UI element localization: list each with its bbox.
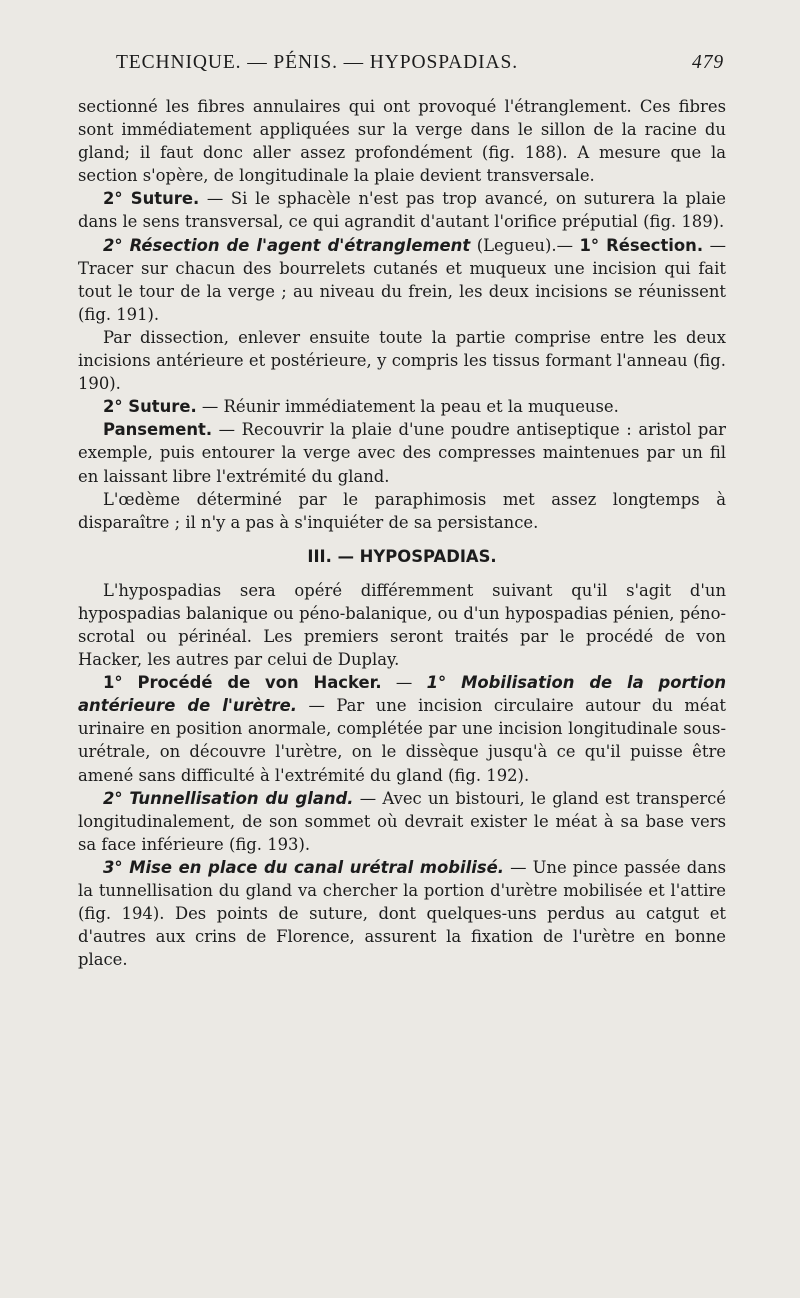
paragraph-mise-en-place: 3° Mise en place du canal urétral mobilisé. — Une pince passée dans la tunnellisation du gland va chercher la portion d'urètre mobilisée et l'attire (fig. 194). Des points de suture, dont quelques-uns perdus au catgut et d'autres aux crins de Florence, assurent la fixation de l'urètre en bonne place. (78, 857, 726, 970)
running-head: TECHNIQUE. — PÉNIS. — HYPOSPADIAS. (116, 52, 519, 73)
paragraph-tunnellisation: 2° Tunnellisation du gland. — Avec un bistouri, le gland est transpercé longitudinalement, de son sommet où devrait exister le méat à sa base vers sa face inférieure (fig. 193). (78, 788, 727, 854)
paragraph-pansement: Pansement. — Recouvrir la plaie d'une poudre antiseptique : aristol par exemple, puis entourer la verge avec des compresses maintenues par un fil en laissant libre l'extrémité du gland. (78, 420, 726, 486)
paragraph-suture-2: 2° Suture. — Réunir immédiatement la peau et la muqueuse. (103, 397, 619, 417)
book-page (78, 52, 726, 971)
section-title: III. — HYPOSPADIAS. (307, 546, 497, 566)
heading-resection-agent: 2° Résection de l'agent d'étranglement (103, 235, 471, 255)
heading-suture-2: 2° Suture. (103, 397, 197, 417)
heading-suture: 2° Suture. (103, 189, 200, 209)
page-body (78, 95, 726, 971)
heading-resection: 1° Résection. (579, 235, 704, 255)
heading-von-hacker: 1° Procédé de von Hacker. (103, 673, 382, 693)
paragraph-continuation: sectionné les fibres annulaires qui ont provoqué l'étranglement. Ces fibres sont immédiatement appliquées sur la verge dans le sillon de la racine du gland; il faut donc aller assez profondément (fig. 188). A mesure que la section s'opère, de longitudinale la plaie devient transversale. (78, 97, 726, 186)
heading-pansement: Pansement. (103, 420, 213, 440)
heading-mobilisation: 1° Mobilisation de la portion antérieure de l'urètre. (78, 673, 727, 716)
page-header (78, 52, 726, 84)
paragraph-hypospadias-intro: L'hypospadias sera opéré différemment suivant qu'il s'agit d'un hypospadias balanique ou péno-balanique, ou d'un hypospadias pénien, péno-scrotal ou périnéal. Les premiers seront traités par le procédé de von Hacker, les autres par celui de Duplay. (78, 580, 726, 670)
paragraph-suture: 2° Suture. — Si le sphacèle n'est pas trop avancé, on suturera la plaie dans le sens transversal, ce qui agrandit d'autant l'orifice préputial (fig. 189). (78, 189, 726, 232)
paragraph-oedeme: L'œdème déterminé par le paraphimosis met assez longtemps à disparaître ; il n'y a pas à s'inquiéter de sa persistance. (78, 489, 726, 532)
paragraph-resection: 2° Résection de l'agent d'étranglement (Legueu).— 1° Résection. — Tracer sur chacun des bourrelets cutanés et muqueux une incision qui fait tout le tour de la verge ; au niveau du frein, les deux incisions se réunissent (fig. 191). (78, 235, 726, 324)
paragraph-dissection: Par dissection, enlever ensuite toute la partie comprise entre les deux incisions antérieure et postérieure, y compris les tissus formant l'anneau (fig. 190). (78, 327, 726, 394)
heading-tunnellisation: 2° Tunnellisation du gland. (103, 788, 354, 808)
page-number: 479 (692, 52, 724, 73)
paragraph-von-hacker: 1° Procédé de von Hacker. — 1° Mobilisation de la portion antérieure de l'urètre. — Par une incision circulaire autour du méat urinaire en position anormale, complétée par une incision longitudinale sous-urétrale, on découvre l'urètre, on le dissèque jusqu'à ce qu'il puisse être amené sans difficulté à l'extrémité du gland (fig. 192). (78, 673, 727, 785)
heading-mise-en-place: 3° Mise en place du canal urétral mobilisé. (103, 857, 504, 877)
